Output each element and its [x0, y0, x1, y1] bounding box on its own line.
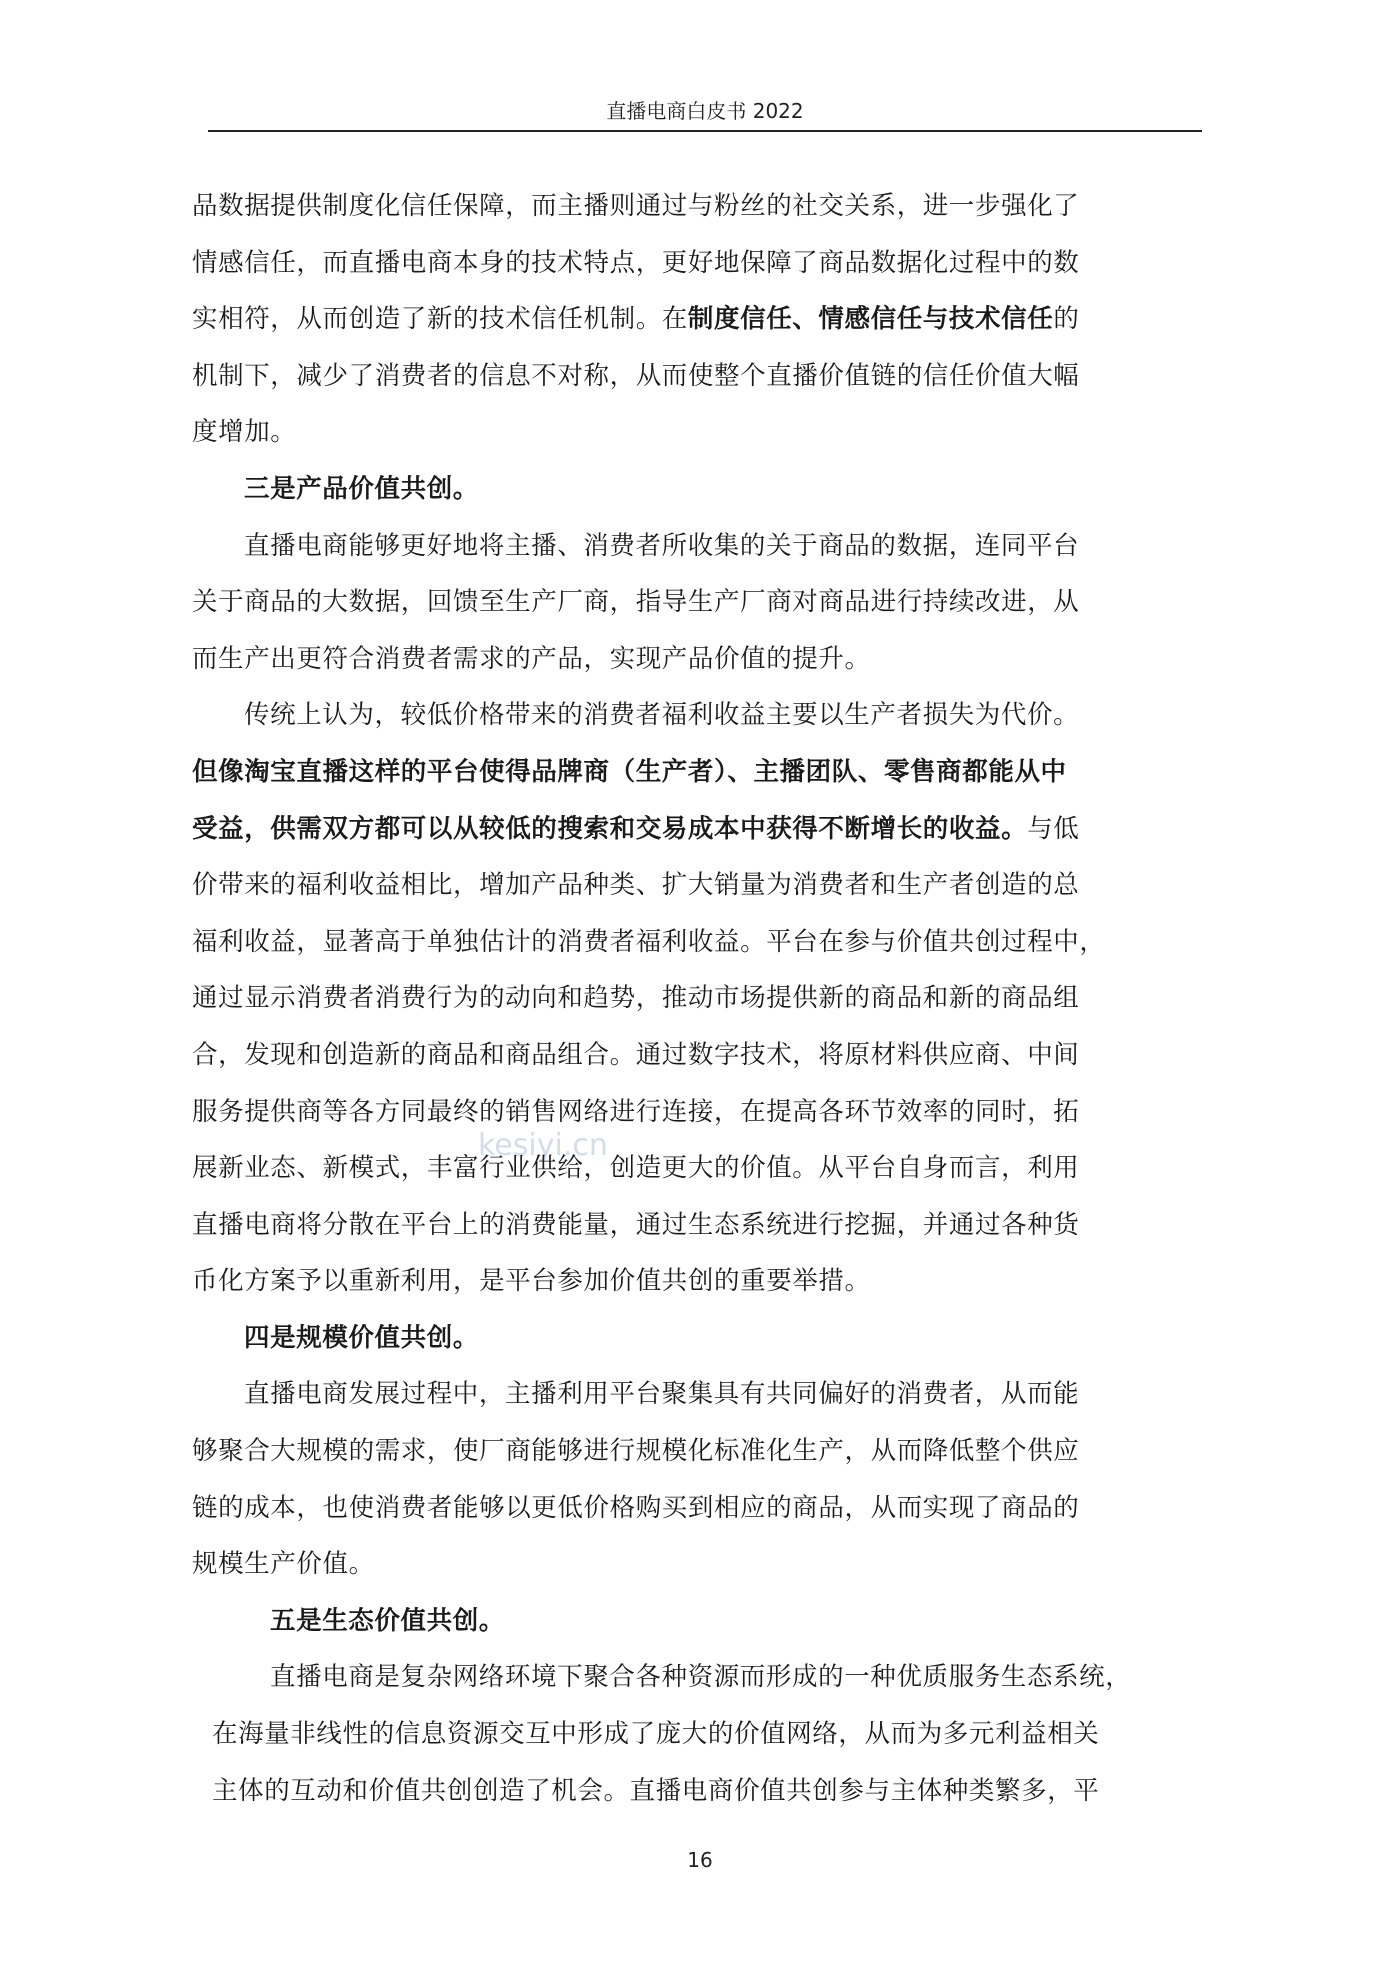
paragraph-trust: [192, 178, 1208, 461]
paragraph-platform-value: [192, 687, 1208, 1310]
text-line: 度增加。: [192, 417, 297, 448]
paragraph-scale-value: [192, 1366, 1208, 1592]
header-rule: [208, 130, 1202, 132]
paragraph-ecosystem-value: [192, 1649, 1208, 1819]
paragraph-product-value: [192, 518, 1208, 688]
text-line: 合，发现和创造新的商品和商品组合。通过数字技术，将原材料供应商、中间: [192, 1039, 1080, 1070]
text-run: 实相符，从而创造了新的技术信任机制。在: [192, 304, 688, 335]
text-line: 通过显示消费者消费行为的动向和趋势，推动市场提供新的商品和新的商品组: [192, 983, 1080, 1014]
text-run: 的: [1053, 304, 1080, 335]
page-number: 16: [687, 1848, 713, 1872]
text-line: 币化方案予以重新利用，是平台参加价值共创的重要举措。: [192, 1266, 871, 1297]
document-body: [192, 178, 1208, 1819]
section-heading-scale-value: 四是规模价值共创。: [244, 1322, 479, 1353]
section-heading-ecosystem-value: 五是生态价值共创。: [270, 1605, 505, 1636]
bold-text-line: 但像淘宝直播这样的平台使得品牌商（生产者）、主播团队、零售商都能从中: [192, 756, 1067, 787]
text-line: 服务提供商等各方同最终的销售网络进行连接，在提高各环节效率的同时，拓: [192, 1096, 1080, 1127]
text-line: 够聚合大规模的需求，使厂商能够进行规模化标准化生产，从而降低整个供应: [192, 1436, 1080, 1467]
text-line: 情感信任，而直播电商本身的技术特点，更好地保障了商品数据化过程中的数: [192, 247, 1080, 278]
text-line: 而生产出更符合消费者需求的产品，实现产品价值的提升。: [192, 643, 871, 674]
text-line: 直播电商发展过程中，主播利用平台聚集具有共同偏好的消费者，从而能: [244, 1379, 1080, 1410]
section-heading-product-value: 三是产品价值共创。: [244, 473, 479, 504]
watermark: kesiyi.cn: [478, 1128, 608, 1163]
text-line: [192, 801, 1208, 858]
text-line: 品数据提供制度化信任保障，而主播则通过与粉丝的社交关系，进一步强化了: [192, 191, 1080, 221]
text-line: 机制下，减少了消费者的信息不对称，从而使整个直播价值链的信任价值大幅: [192, 360, 1080, 391]
text-line: 在海量非线性的信息资源交互中形成了庞大的价值网络，从而为多元利益相关: [212, 1719, 1100, 1750]
text-line: 主体的互动和价值共创创造了机会。直播电商价值共创参与主体种类繁多，平: [212, 1775, 1100, 1806]
text-line: 直播电商是复杂网络环境下聚合各种资源而形成的一种优质服务生态系统，: [270, 1662, 1132, 1693]
bold-text-run: 受益，供需双方都可以从较低的搜索和交易成本中获得不断增长的收益。: [192, 813, 1028, 844]
bold-text-run: 制度信任、情感信任与技术信任: [687, 304, 1054, 335]
text-line: 规模生产价值。: [192, 1549, 375, 1580]
text-line: 直播电商将分散在平台上的消费能量，通过生态系统进行挖掘，并通过各种货: [192, 1209, 1080, 1240]
running-header: 直播电商白皮书 2022: [606, 99, 804, 123]
text-line: 链的成本，也使消费者能够以更低价格购买到相应的商品，从而实现了商品的: [192, 1492, 1080, 1523]
text-line: 传统上认为，较低价格带来的消费者福利收益主要以生产者损失为代价。: [244, 700, 1080, 731]
text-line: 价带来的福利收益相比，增加产品种类、扩大销量为消费者和生产者创造的总: [192, 870, 1080, 901]
text-line: 关于商品的大数据，回馈至生产厂商，指导生产厂商对商品进行持续改进，从: [192, 587, 1080, 618]
text-line: [192, 291, 1208, 348]
text-line: 展新业态、新模式，丰富行业供给，创造更大的价值。从平台自身而言，利用: [192, 1153, 1080, 1184]
text-line: 福利收益，显著高于单独估计的消费者福利收益。平台在参与价值共创过程中，: [192, 926, 1106, 957]
text-line: 直播电商能够更好地将主播、消费者所收集的关于商品的数据，连同平台: [244, 530, 1080, 561]
text-run: 与低: [1027, 813, 1080, 844]
